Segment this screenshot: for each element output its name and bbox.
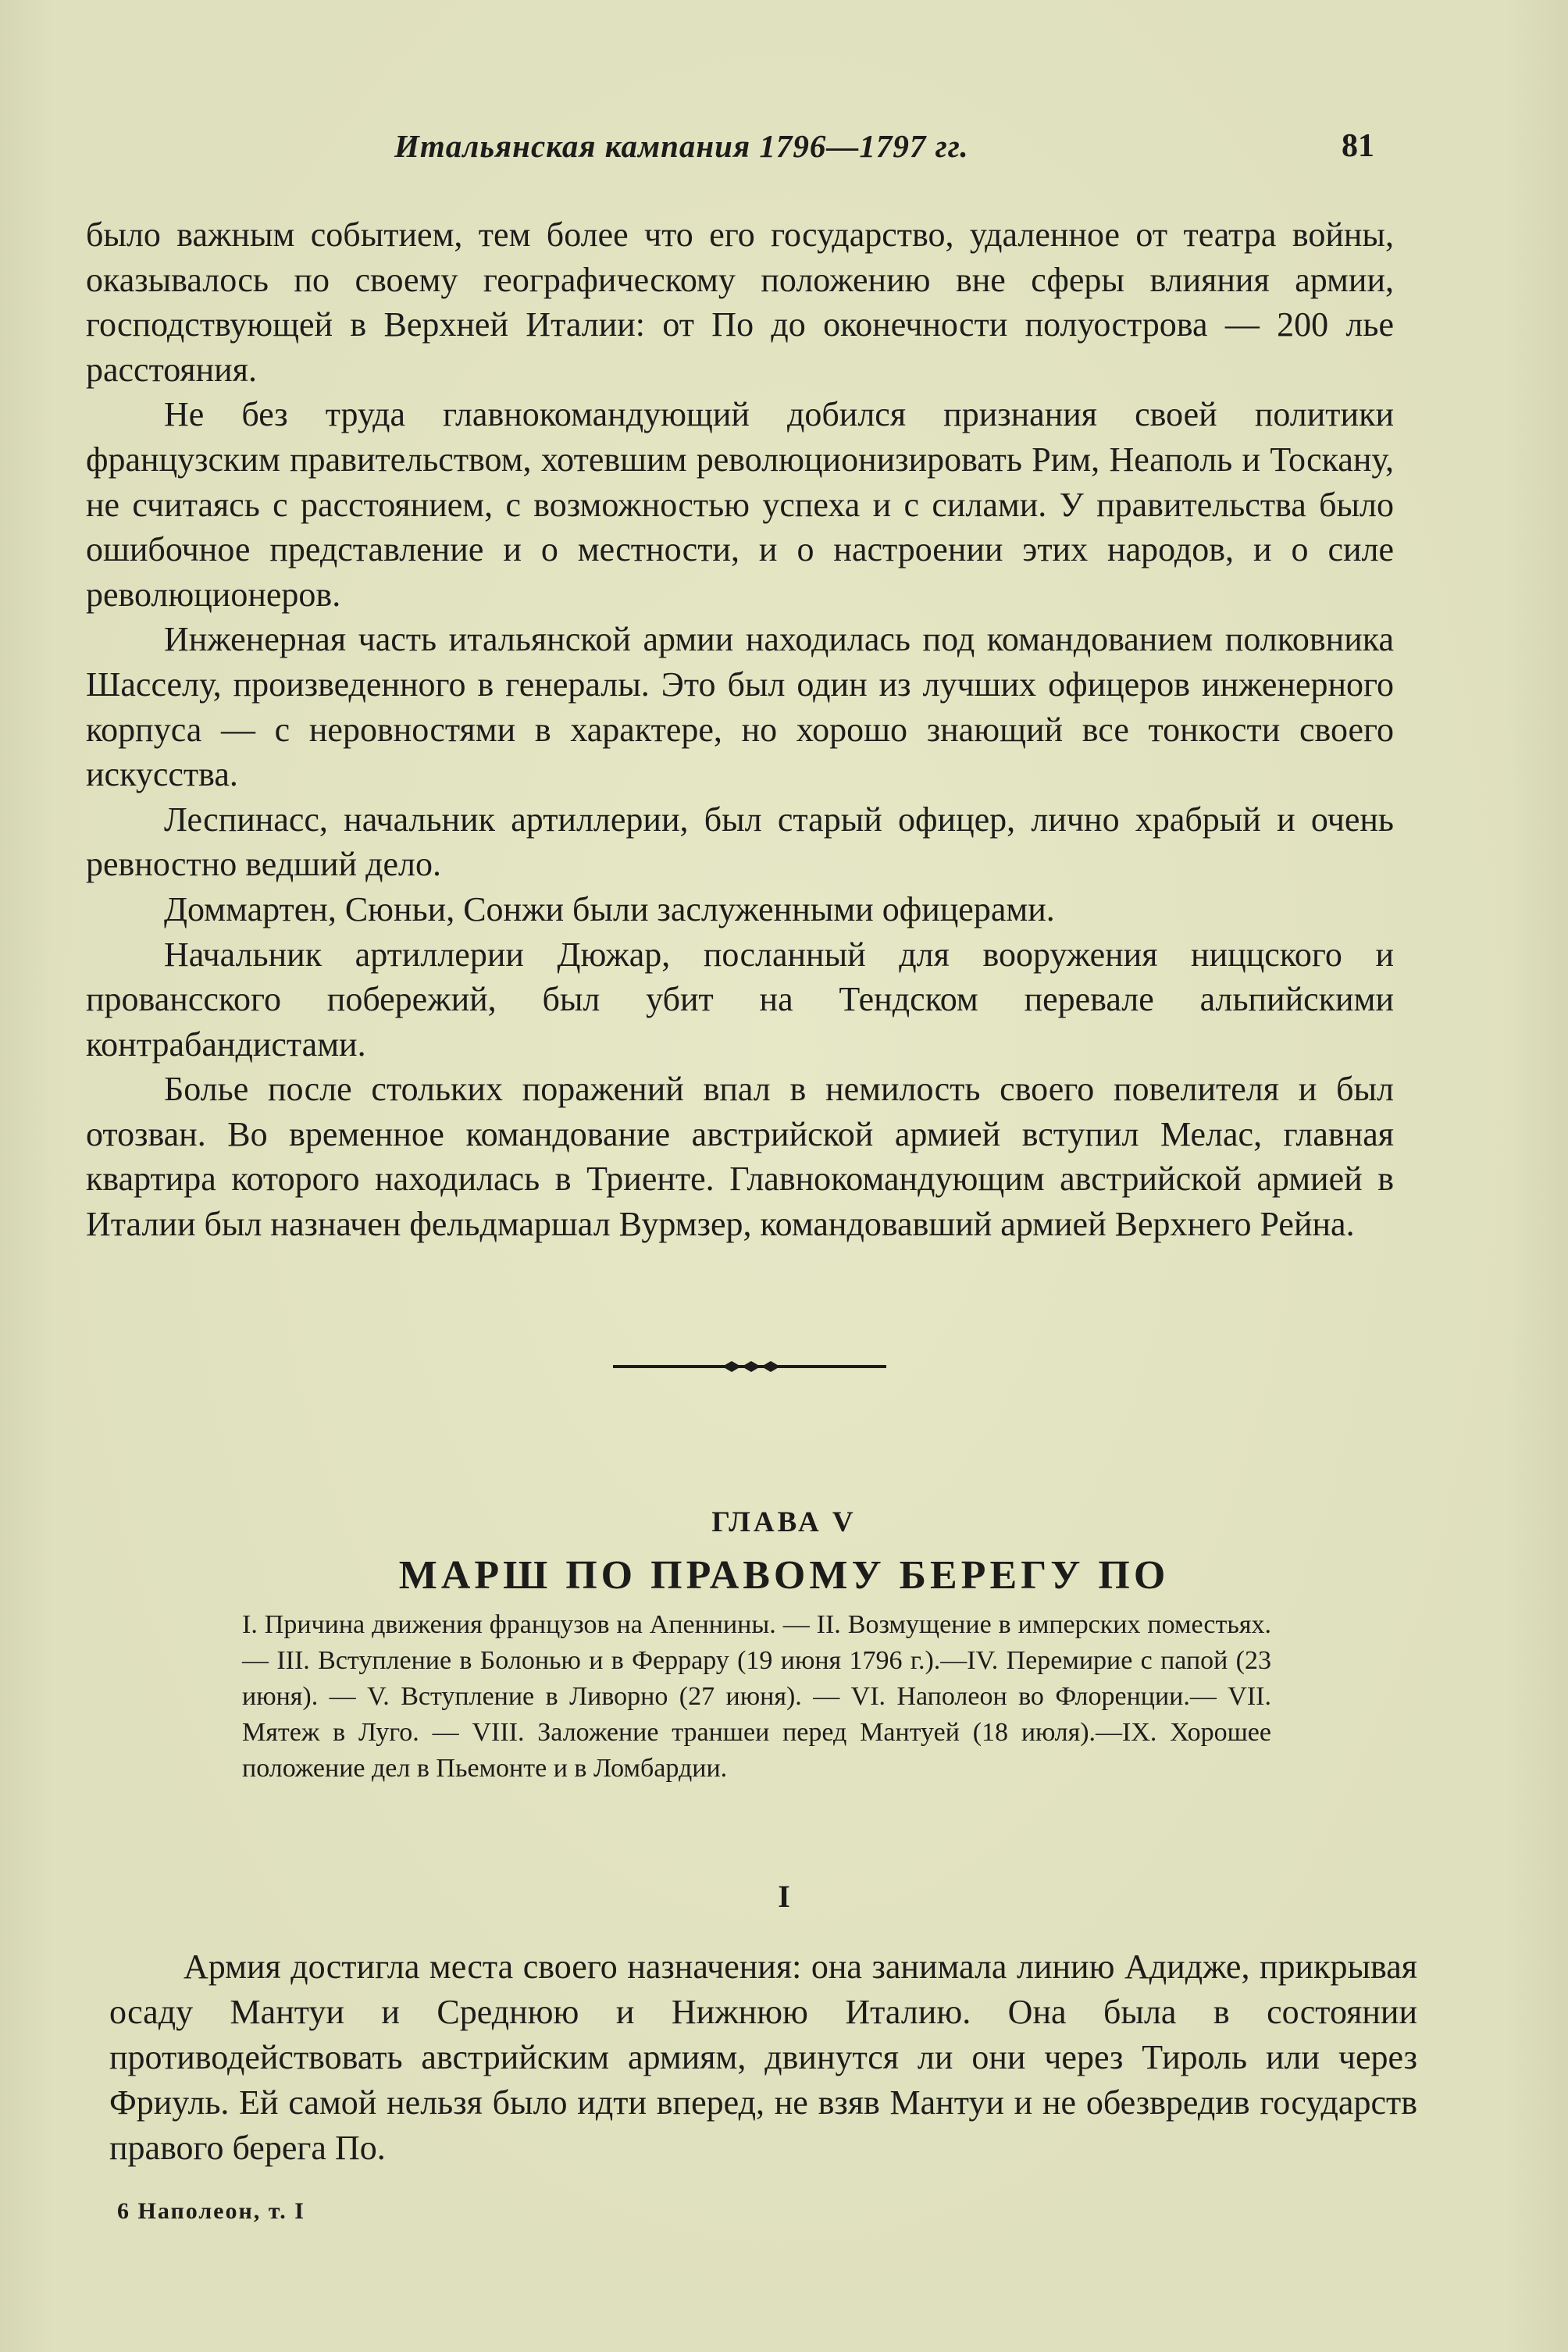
paragraph: Болье после стольких поражений впал в немилость своего повелителя и был отозван. Во временное командование австрийской армией вступил Мелас, главная квартира которого находилась в Триенте. Главнокомандующим австрийской армией в Италии был назначен фельдмаршал Вурмзер, командовавший армией Верхнего Рейна. [86, 1070, 1394, 1244]
section-divider-ornament [613, 1355, 886, 1378]
body-text [86, 212, 1394, 1247]
printer-signature: 6 Наполеон, т. I [117, 2198, 305, 2224]
paragraph: Леспинасс, начальник артиллерии, был старый офицер, лично храбрый и очень ревностно ведший дело. [86, 800, 1394, 884]
chapter-summary: I. Причина движения французов на Апеннины. — II. Возмущение в имперских поместьях. — III. Вступление в Болонью и в Феррару (19 июня 1796 г.).—IV. Перемирие с папой (23 июня). — V. Вступление в Ливорно (27 июня). — VI. Наполеон во Флоренции.— VII. Мятеж в Луго. — VIII. Заложение траншеи перед Мантуей (18 июля).—IX. Хорошее положение дел в Пьемонте и в Ломбардии. [242, 1610, 1271, 1783]
paragraph: Армия достигла места своего назначения: она занимала линию Адидже, прикрывая осаду Мантуи и Среднюю и Нижнюю Италию. Она была в состоянии противодействовать австрийским армиям, двинутся ли они через Тироль или через Фриуль. Ей самой нельзя было идти вперед, не взяв Мантуи и не обезвредив государств правого берега По. [109, 1948, 1417, 2167]
paragraph: Инженерная часть итальянской армии находилась под командованием полковника Шасселу, произведенного в генералы. Это был один из лучших офицеров инженерного корпуса — с неровностями в характере, но хорошо знающий все тонкости своего искусства. [86, 620, 1394, 794]
chapter-label: ГЛАВА V [711, 1506, 857, 1538]
paragraph: Не без труда главнокомандующий добился признания своей политики французским правительством, хотевшим революционизировать Рим, Неаполь и Тоскану, не считаясь с расстоянием, с возможностью успеха и с силами. У правительства было ошибочное представление и о местности, и о настроении этих народов, и о силе революционеров. [86, 395, 1394, 614]
running-title: Итальянская кампания 1796—1797 гг. [394, 128, 969, 164]
section-numeral: I [778, 1879, 790, 1914]
paragraph: Начальник артиллерии Дюжар, посланный для вооружения ниццского и провансского побережий, был убит на Тендском перевале альпийскими контрабандистами. [86, 935, 1394, 1064]
paragraph-continued: было важным событием, тем более что его государство, удаленное от театра войны, оказывалось по своему географическому положению вне сферы влияния армии, господствующей в Верхней Италии: от По до оконечности полуострова — 200 лье расстояния. [86, 216, 1394, 389]
chapter-title: МАРШ ПО ПРАВОМУ БЕРЕГУ ПО [398, 1553, 1170, 1598]
section-text [109, 1944, 1417, 2171]
page-number: 81 [1342, 128, 1374, 164]
paragraph: Доммартен, Сюньи, Сонжи были заслуженными офицерами. [164, 889, 1055, 928]
